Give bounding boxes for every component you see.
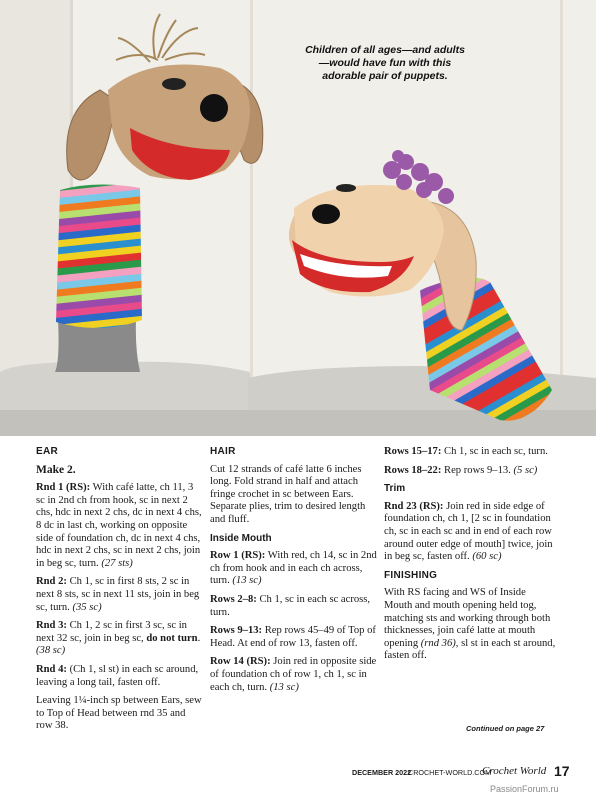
footer-issue: DECEMBER 2022 [352, 768, 412, 777]
footer-magazine: Crochet World [482, 765, 547, 777]
make-count: Make 2. [36, 463, 76, 476]
mouth-rows-9-13: Rows 9–13: Rep rows 45–49 of Top of Head. At end of row 13, fasten off. [210, 625, 376, 649]
dog1-nose [200, 94, 228, 122]
mouth-row-14: Row 14 (RS): Join red in opposite side of foundation ch of row 1, ch 1, sc in each ch, turn. (13 sc) [210, 656, 377, 693]
ear-rnd-4: Rnd 4: (Ch 1, sl st) in each sc around, leaving a long tail, fasten off. [36, 663, 199, 688]
trim-rnd-23: Rnd 23 (RS): Join red in side edge of foundation ch, ch 1, [2 sc in foundation ch, sc in each sc and in end of each row around outer edge of mouth] twice, join in beg sc, fasten off. (60 sc) [384, 500, 553, 563]
continued-note: Continued on page 27 [466, 724, 545, 733]
dog2-nose [312, 204, 340, 224]
finishing-heading: FINISHING [384, 569, 438, 581]
inside-mouth-heading: Inside Mouth [210, 532, 272, 544]
photo-caption: Children of all ages—and adults—would have fun with this adorable pair of puppets. [305, 44, 465, 82]
hair-instructions: Cut 12 strands of café latte 6 inches long. Fold strand in half and attach fringe crochet in sc between Ears. Separate plies, trim to desired length and fluff. [210, 463, 366, 525]
column-2 [210, 446, 378, 700]
column-1 [36, 446, 204, 739]
mouth-row-1: Row 1 (RS): With red, ch 14, sc in 2nd ch from hook and in each ch across, turn. (13 sc) [210, 550, 377, 587]
ear-rnd-3: Rnd 3: Ch 1, 2 sc in first 3 sc, sc in next 32 sc, join in beg sc, do not turn. (38 sc) [36, 620, 201, 657]
mouth-rows-15-17: Rows 15–17: Ch 1, sc in each sc, turn. [384, 446, 548, 457]
ear-rnd-2: Rnd 2: Ch 1, sc in first 8 sts, 2 sc in next 8 sts, sc in next 11 sts, join in beg sc, turn. (35 sc) [36, 576, 200, 613]
dog1-eye [162, 78, 186, 90]
ear-rnd-1: Rnd 1 (RS): With café latte, ch 11, 3 sc in 2nd ch from hook, sc in next 2 chs, hdc in next 2 chs, dc in next 4 chs, 8 dc in last ch, working on opposite side of foundation ch, dc in next 4 chs, hdc in next 2 chs, sc in next 2 chs, join in beg sc, turn. (27 sts) [36, 482, 202, 569]
watermark: PassionForum.ru [490, 784, 559, 794]
footer-site: CROCHET-WORLD.COM [408, 768, 492, 777]
trim-heading: Trim [384, 483, 406, 495]
ear-heading: EAR [36, 446, 59, 457]
mouth-rows-2-8: Rows 2–8: Ch 1, sc in each sc across, turn. [210, 593, 371, 618]
hair-heading: HAIR [210, 446, 236, 457]
mouth-rows-18-22: Rows 18–22: Rep rows 9–13. (5 sc) [384, 464, 538, 476]
dog2-eye [336, 184, 356, 192]
ear-sewing-note: Leaving 1¼-inch sp between Ears, sew to Top of Head between rnd 35 and row 38. [36, 695, 202, 732]
column-3 [384, 446, 556, 669]
finishing-instructions: With RS facing and WS of Inside Mouth and mouth opening held tog, matching sts and working through both thicknesses, join café latte at mouth opening (rnd 36), sl st in each st around, fasten off. [384, 587, 556, 662]
dog1-sleeve [56, 184, 142, 328]
page-number: 17 [554, 763, 570, 779]
page-footer [0, 763, 596, 783]
